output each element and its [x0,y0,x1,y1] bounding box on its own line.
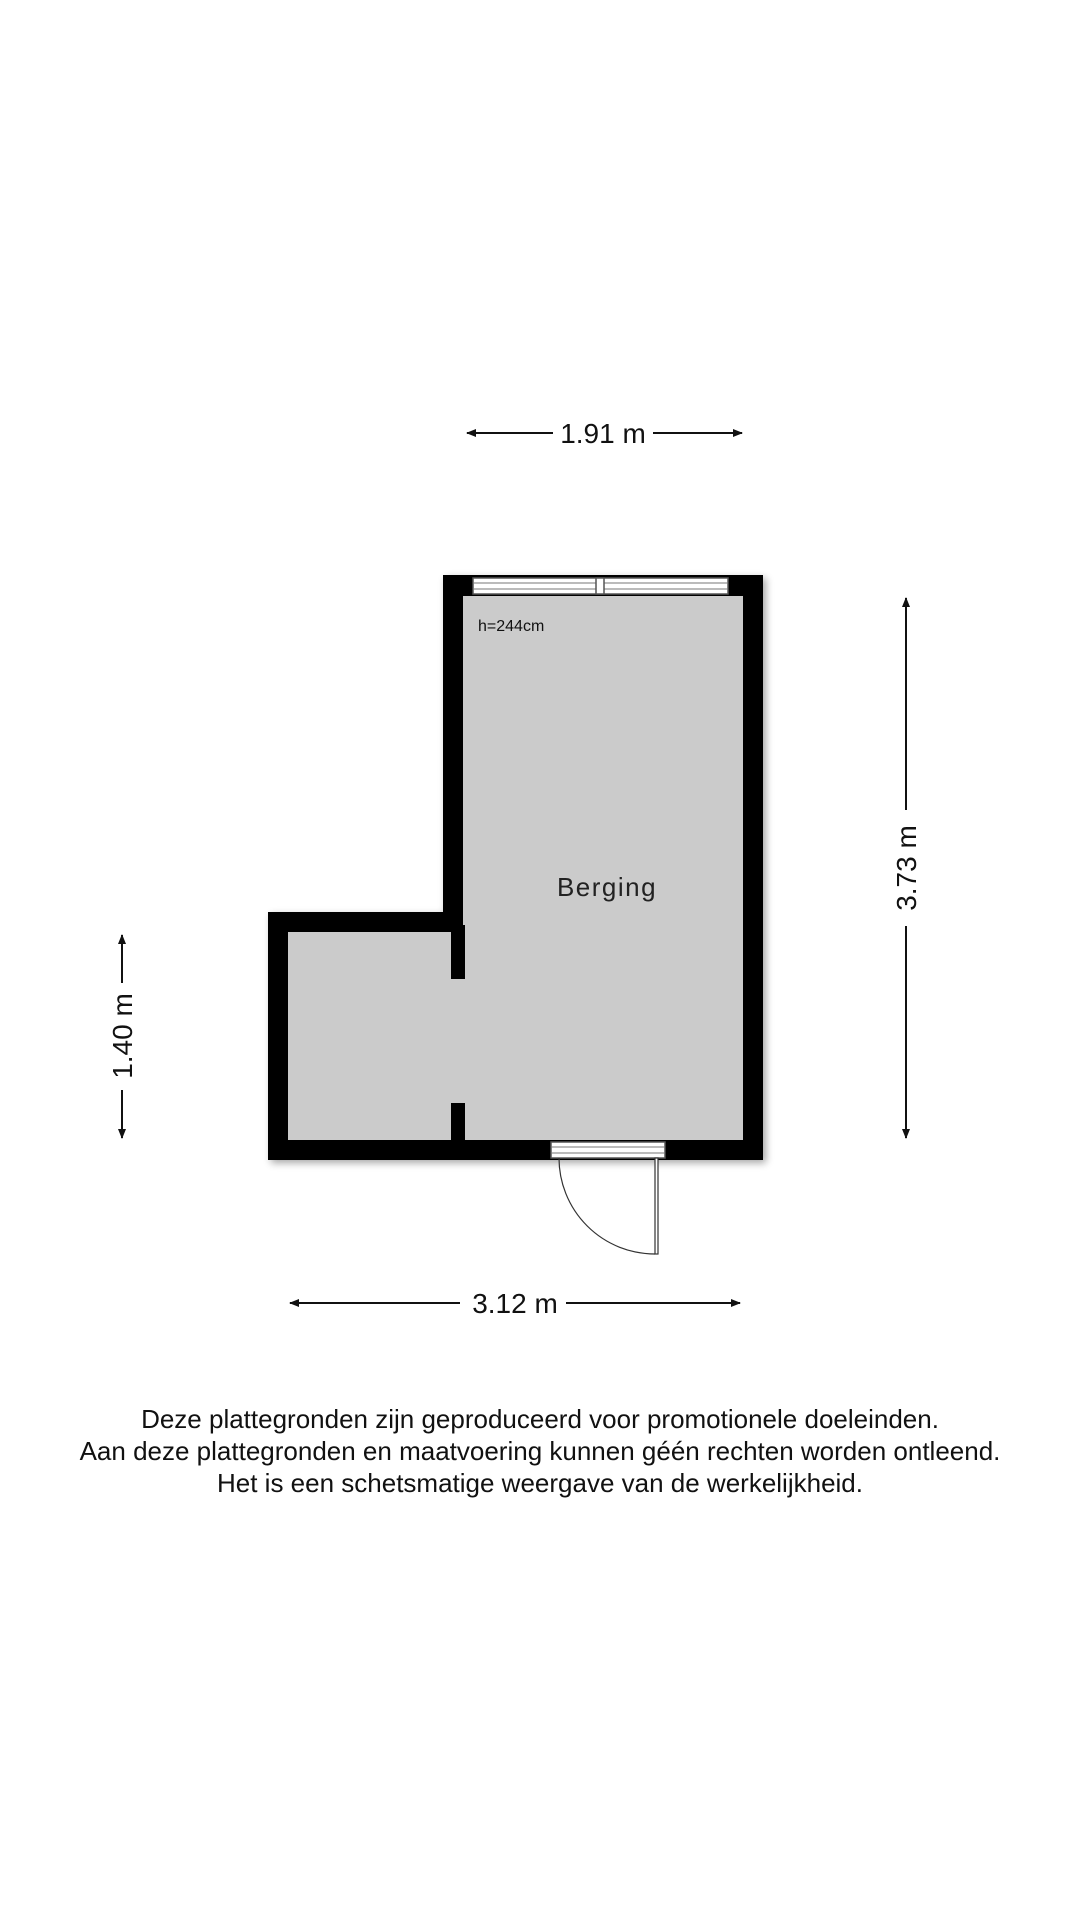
dimension-top [467,418,742,449]
interior-wall-stub-top [451,925,465,979]
disclaimer-line-1: Deze plattegronden zijn geproduceerd voor promotionele doeleinden. [141,1404,939,1434]
disclaimer-line-3: Het is een schetsmatige weergave van de werkelijkheid. [216,1468,863,1498]
window [473,578,728,594]
interior-wall-stub-bottom [451,1103,465,1143]
door-leaf [655,1158,658,1254]
dimension-top-label: 1.91 m [560,418,646,449]
dimension-bottom [290,1288,740,1319]
dimension-right [891,598,922,1138]
dimension-left [107,935,138,1138]
dimension-right-label: 3.73 m [891,825,922,911]
ceiling-height-label: h=244cm [478,618,545,635]
disclaimer [0,1403,1080,1499]
room-label: Berging [556,872,658,902]
room-floor [288,596,743,1140]
door-swing-arc [559,1158,655,1254]
dimension-bottom-label: 3.12 m [472,1288,558,1319]
dimension-left-label: 1.40 m [107,993,138,1079]
disclaimer-line-2: Aan deze plattegronden en maatvoering kunnen géén rechten worden ontleend. [79,1436,1001,1466]
